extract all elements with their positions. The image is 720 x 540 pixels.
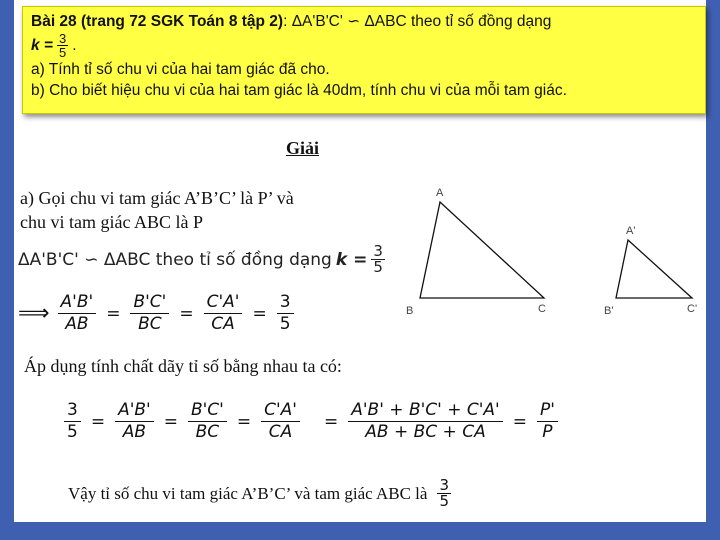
chain-ratio-ab-num: A'B' bbox=[115, 400, 154, 422]
triangle-a1b1c1-figure bbox=[594, 220, 706, 320]
conclusion-text: Vậy tỉ số chu vi tam giác A’B’C’ và tam giác ABC là bbox=[68, 483, 428, 503]
slide-frame-left bbox=[0, 0, 14, 540]
part-a-line-2: chu vi tam giác ABC là P bbox=[20, 212, 203, 232]
conclusion-num: 3 bbox=[439, 476, 449, 494]
chain-ratio-ca bbox=[261, 400, 300, 443]
vertex-c1-label: C' bbox=[687, 303, 698, 315]
ratio-ab bbox=[58, 292, 97, 335]
problem-k-num: 3 bbox=[58, 31, 67, 46]
vertex-a-label: A bbox=[436, 187, 444, 199]
chain-ratio-ab bbox=[115, 400, 154, 443]
ratio-value-den: 5 bbox=[279, 314, 291, 334]
implies-symbol: ⟹ bbox=[18, 301, 50, 326]
ratio-ca-den: CA bbox=[211, 314, 235, 334]
equal-ratios-chain bbox=[64, 400, 300, 443]
vertex-a1-label: A' bbox=[626, 225, 636, 237]
sum-ratio-den: AB + BC + CA bbox=[365, 422, 486, 442]
problem-title: Bài 28 (trang 72 SGK Toán 8 tập 2) bbox=[31, 13, 284, 30]
problem-part-b: b) Cho biết hiệu chu vi của hai tam giác là 40dm, tính chu vi của mỗi tam giác. bbox=[31, 82, 567, 99]
chain-value-den: 5 bbox=[67, 422, 78, 442]
ratio-value bbox=[277, 292, 294, 335]
vertex-b1-label: B' bbox=[604, 305, 614, 317]
problem-line-1 bbox=[31, 11, 697, 32]
problem-box bbox=[22, 6, 706, 114]
equals-sign: = bbox=[252, 303, 267, 324]
ratio-ab-num: A'B' bbox=[58, 292, 97, 314]
chain-ratio-bc bbox=[188, 400, 227, 443]
sum-ratio-equation bbox=[320, 400, 558, 443]
similarity-k-label: k = bbox=[335, 249, 368, 270]
problem-part-a: a) Tính tỉ số chu vi của hai tam giác đã cho. bbox=[31, 61, 330, 78]
similarity-text: ΔA'B'C' ∽ ΔABC theo tỉ số đồng dạng bbox=[18, 249, 332, 270]
chain-value bbox=[64, 400, 81, 443]
slide bbox=[14, 0, 706, 522]
ratio-bc-den: BC bbox=[138, 314, 162, 334]
similarity-k-den: 5 bbox=[373, 258, 383, 276]
equals-sign: = bbox=[179, 303, 194, 324]
triangle-abc-figure bbox=[394, 180, 574, 320]
ratio-equation bbox=[18, 292, 294, 335]
problem-k-label: k = bbox=[31, 37, 53, 54]
apply-property-text: Áp dụng tính chất dãy tỉ số bằng nhau ta có: bbox=[24, 356, 342, 376]
similarity-k-num: 3 bbox=[373, 242, 383, 260]
similarity-k-fraction bbox=[371, 244, 385, 275]
problem-k-fraction bbox=[57, 32, 68, 59]
problem-k-den: 5 bbox=[58, 45, 67, 60]
ratio-value-num: 3 bbox=[277, 292, 294, 314]
solution-title: Giải bbox=[286, 138, 320, 158]
vertex-c-label: C bbox=[538, 303, 546, 315]
sum-ratio-num: A'B' + B'C' + C'A' bbox=[348, 400, 502, 422]
vertex-b-label: B bbox=[406, 305, 414, 317]
equals-sign: = bbox=[236, 411, 252, 432]
ratio-ca-num: C'A' bbox=[204, 292, 243, 314]
sum-ratio bbox=[348, 400, 502, 443]
problem-line-2 bbox=[31, 32, 697, 59]
chain-ratio-ab-den: AB bbox=[122, 422, 147, 442]
equals-sign: = bbox=[512, 411, 527, 432]
chain-ratio-bc-den: BC bbox=[195, 422, 220, 442]
perimeter-ratio bbox=[537, 400, 558, 443]
chain-ratio-ca-den: CA bbox=[268, 422, 293, 442]
conclusion-den: 5 bbox=[439, 492, 449, 510]
part-a-intro bbox=[20, 186, 380, 234]
ratio-bc bbox=[130, 292, 169, 335]
equals-sign: = bbox=[90, 411, 106, 432]
triangle-a1b1c1 bbox=[616, 240, 692, 298]
conclusion-line bbox=[68, 478, 451, 509]
ratio-ca bbox=[204, 292, 243, 335]
perimeter-ratio-num: P' bbox=[537, 400, 558, 422]
chain-value-num: 3 bbox=[64, 400, 81, 422]
chain-ratio-ca-num: C'A' bbox=[261, 400, 300, 422]
triangle-abc bbox=[420, 202, 544, 298]
problem-period: . bbox=[72, 37, 77, 54]
chain-ratio-bc-num: B'C' bbox=[188, 400, 227, 422]
perimeter-ratio-den: P bbox=[542, 422, 553, 442]
equals-sign: = bbox=[106, 303, 121, 324]
problem-statement: : ΔA'B'C' ∽ ΔABC theo tỉ số đồng dạng bbox=[283, 13, 552, 30]
equals-sign: = bbox=[163, 411, 178, 432]
ratio-bc-num: B'C' bbox=[130, 292, 169, 314]
conclusion-fraction bbox=[437, 478, 451, 509]
similarity-line bbox=[18, 244, 385, 275]
equals-sign: = bbox=[324, 411, 339, 432]
part-a-line-1: a) Gọi chu vi tam giác A’B’C’ là P’ và bbox=[20, 188, 294, 208]
ratio-ab-den: AB bbox=[65, 314, 89, 334]
